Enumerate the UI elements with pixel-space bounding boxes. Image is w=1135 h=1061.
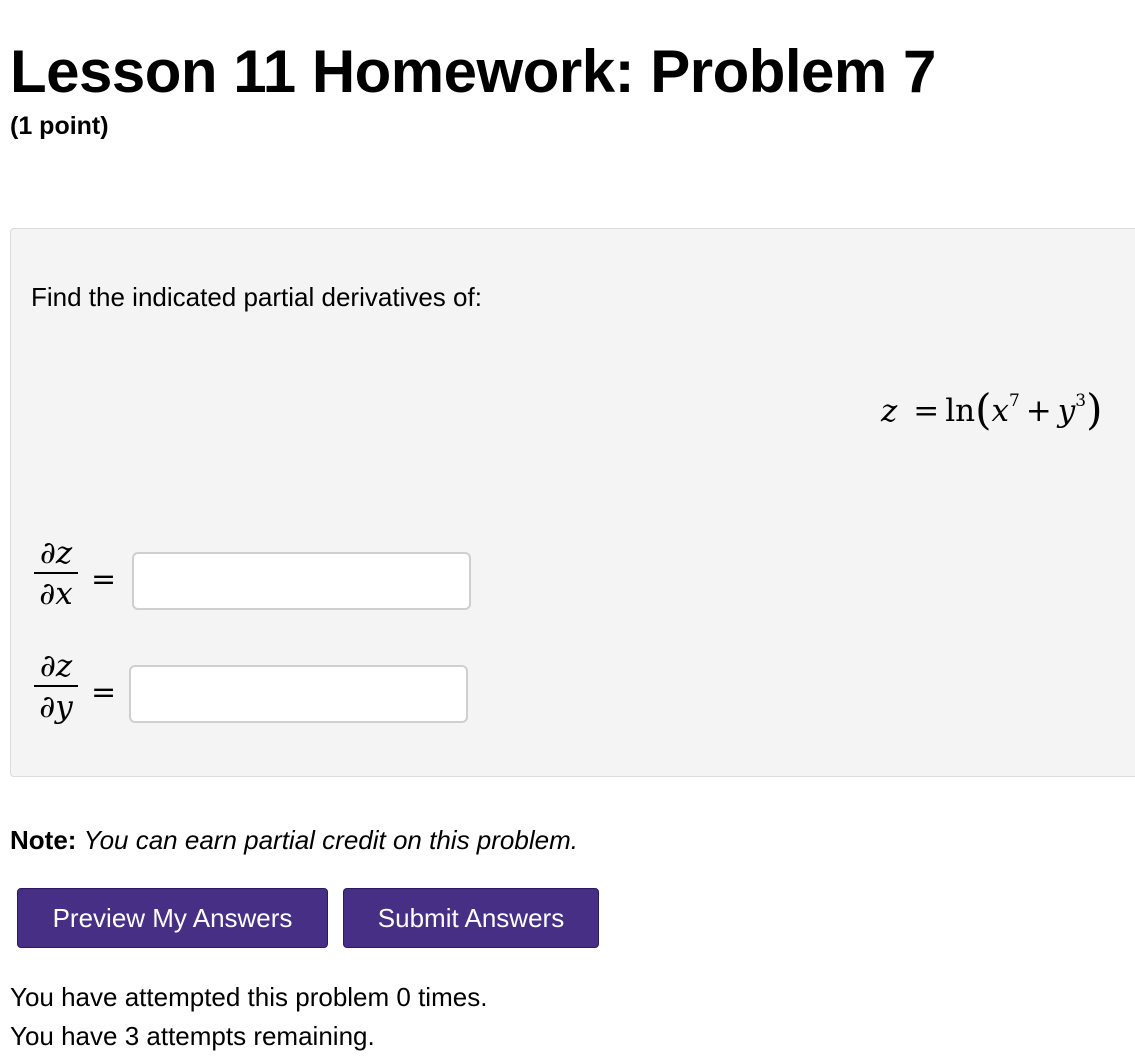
attempts-remaining-text: You have 3 attempts remaining. bbox=[10, 1021, 375, 1051]
dz-dx-denominator: ∂x bbox=[39, 576, 73, 612]
dz-dy-denominator: ∂y bbox=[39, 689, 73, 725]
equation-lhs: z bbox=[881, 393, 898, 429]
dz-dx-fraction-bar bbox=[34, 572, 78, 574]
dz-dy-equals: = bbox=[91, 675, 117, 710]
dz-dy-numerator: ∂z bbox=[39, 648, 73, 684]
note-text: You can earn partial credit on this problem. bbox=[83, 825, 578, 855]
equation-plus: + bbox=[1025, 393, 1052, 429]
problem-points: (1 point) bbox=[10, 112, 109, 140]
dz-dy-fraction bbox=[34, 648, 78, 725]
dz-dy-answer-input[interactable] bbox=[129, 665, 468, 723]
attempts-made-text: You have attempted this problem 0 times. bbox=[10, 982, 488, 1012]
preview-answers-button[interactable]: Preview My Answers bbox=[17, 888, 328, 948]
submit-answers-button[interactable]: Submit Answers bbox=[343, 888, 599, 948]
equation-base-y: y bbox=[1057, 393, 1076, 429]
equation-equals: = bbox=[913, 393, 940, 429]
equation-close-paren: ) bbox=[1086, 385, 1103, 434]
equation-base-x: x bbox=[991, 393, 1009, 429]
equation-exponent-y: 3 bbox=[1075, 391, 1087, 411]
problem-box bbox=[10, 228, 1135, 777]
dz-dy-fraction-bar bbox=[34, 685, 78, 687]
equation-function: ln bbox=[945, 393, 976, 429]
function-equation bbox=[881, 385, 1103, 436]
note-label: Note: bbox=[10, 825, 77, 855]
partial-credit-note bbox=[10, 824, 578, 856]
problem-prompt: Find the indicated partial derivatives of: bbox=[31, 282, 482, 312]
dz-dx-fraction bbox=[34, 535, 78, 612]
dz-dx-numerator: ∂z bbox=[39, 535, 73, 571]
equation-exponent-x: 7 bbox=[1008, 391, 1020, 411]
page-title: Lesson 11 Homework: Problem 7 bbox=[10, 38, 936, 105]
dz-dx-answer-input[interactable] bbox=[132, 552, 471, 610]
equation-open-paren: ( bbox=[975, 385, 992, 434]
dz-dx-equals: = bbox=[91, 562, 117, 597]
